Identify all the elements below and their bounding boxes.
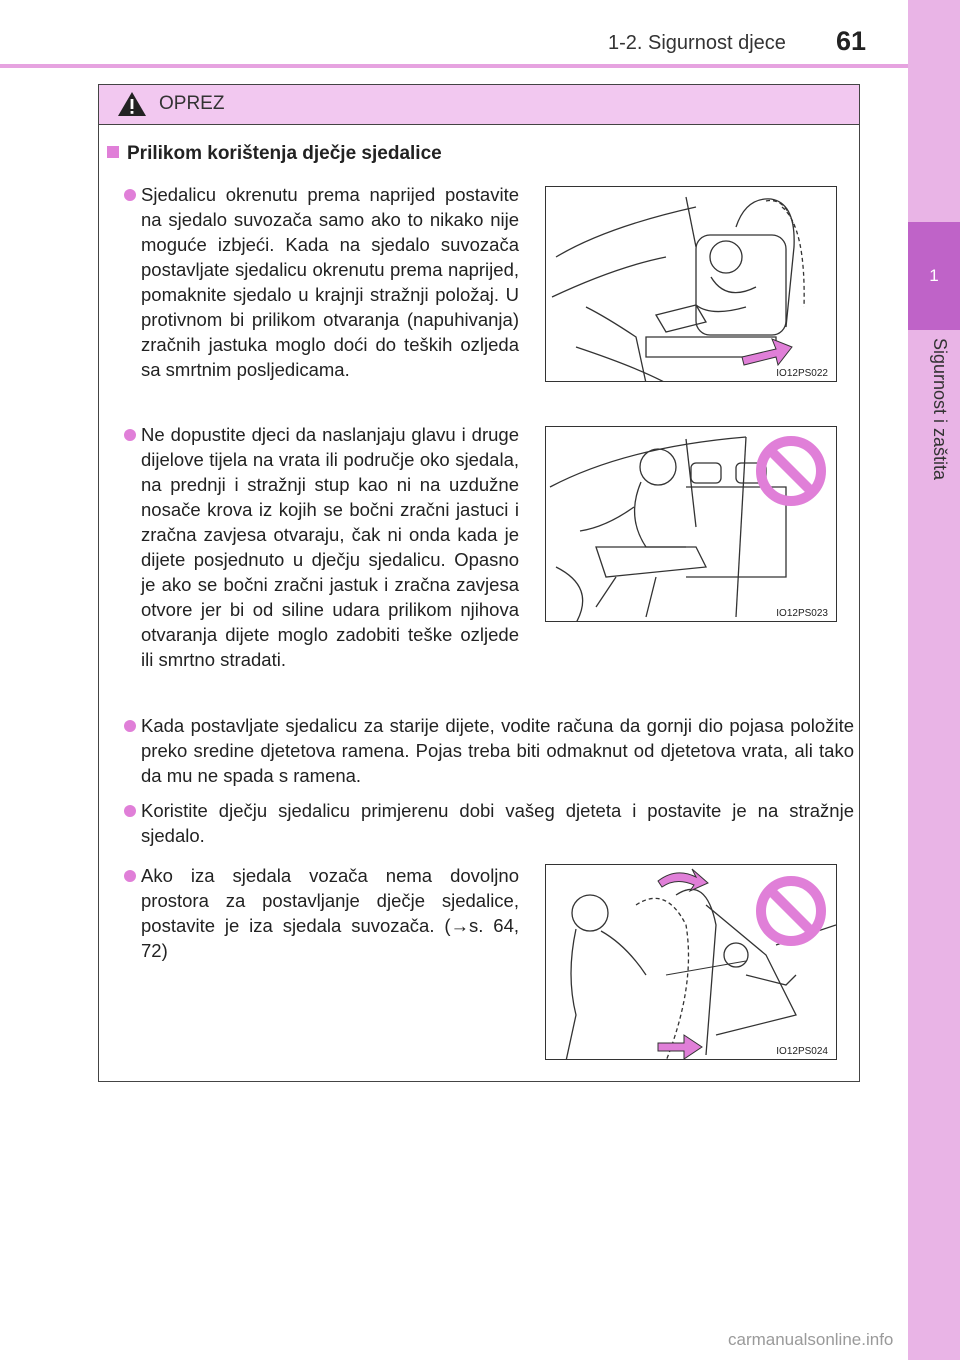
figure-code: IO12PS022	[776, 368, 828, 379]
bullet-dot-icon	[124, 189, 136, 201]
figure-child-leaning-door	[545, 426, 837, 622]
figure-seat-behind-driver	[545, 864, 837, 1060]
prohibition-sign-icon	[546, 427, 837, 622]
seat-behind-driver-prohibited-illustration	[546, 865, 837, 1060]
chapter-title: Sigurnost i zaštita	[930, 338, 950, 481]
bullet-dot-icon	[124, 720, 136, 732]
bullet-item	[141, 713, 854, 788]
caution-label: OPREZ	[159, 93, 225, 114]
header-rule	[0, 64, 908, 68]
bullet-text: Ne dopustite djeci da naslanjaju glavu i druge dijelove tijela na vrata ili područje oko sjedala, na prednji i stražnji stup kao ni na uzdužne nosače krova iz kojih se bočni zračni jastuci i zračna zavjesa otvaraju, čak ni onda kada je dijete posjednuto u dječju sjedalicu. Opasno je ako se bočni zračni jastuk i zračna zavjesa otvore jer bi od siline udara prilikom njihova otvaranja dijete moglo zadobiti teške ozljede ili smrtno stradati.	[141, 424, 519, 670]
side-tab	[908, 0, 960, 1360]
bullet-text: Ako iza sjedala vozača nema dovoljno prostora za postavljanje dječje sjedalice, postavite je iza sjedala suvozača. (→s. 64, 72)	[141, 865, 519, 961]
caution-box	[98, 84, 860, 1082]
bullet-item	[141, 863, 519, 963]
bullet-text: Koristite dječju sjedalicu primjerenu dobi vašeg djeteta i postavite je na stražnje sjedalo.	[141, 800, 854, 846]
page-number: 61	[836, 26, 867, 56]
chapter-number: 1	[929, 266, 939, 285]
bullet-dot-icon	[124, 870, 136, 882]
bullet-dot-icon	[124, 429, 136, 441]
bullet-dot-icon	[124, 805, 136, 817]
section-title: 1-2. Sigurnost djece	[608, 32, 786, 54]
bullet-text: Sjedalicu okrenutu prema naprijed postavite na sjedalo suvozača samo ako to nikako nije moguće izbjeći. Kada na sjedalo suvozača postavljate sjedalicu okrenutu prema naprijed, pomaknite sjedalo u krajnji stražnji položaj. U protivnom bi prilikom otvaranja (napuhivanja) zračnih jastuka moglo doći do teških ozljeda sa smrtnim posljedicama.	[141, 184, 519, 380]
child-seat-forward-facing-illustration	[546, 187, 837, 382]
figure-code: IO12PS024	[776, 1046, 828, 1057]
caution-subheading	[107, 143, 442, 165]
figure-code: IO12PS023	[776, 608, 828, 619]
figure-child-seat-forward	[545, 186, 837, 382]
bullet-item	[141, 422, 519, 672]
bullet-item	[141, 798, 854, 848]
square-bullet-icon	[107, 146, 119, 158]
bullet-item	[141, 182, 519, 382]
warning-triangle-icon	[117, 91, 147, 117]
watermark: carmanualsonline.info	[728, 1330, 894, 1349]
subheading-text: Prilikom korištenja dječje sjedalice	[127, 143, 442, 164]
caution-header	[99, 85, 859, 125]
bullet-text: Kada postavljate sjedalicu za starije dijete, vodite računa da gornji dio pojasa položite preko sredine djetetova ramena. Pojas treba biti odmaknut od djetetova vrata, ali tako da mu ne spada s ramena.	[141, 715, 854, 786]
